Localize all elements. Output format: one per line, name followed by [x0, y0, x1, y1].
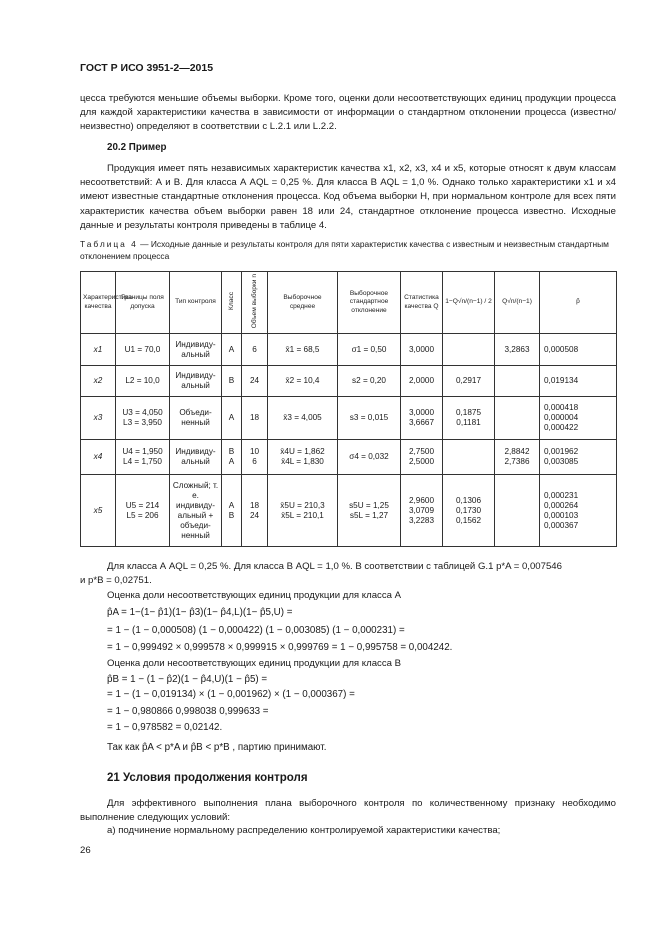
cell-n: 6 [242, 334, 268, 366]
calc-a-line-2: = 1 − (1 − 0,000508) (1 − 0,000422) (1 − 0,003085) (1 − 0,000231) = [107, 625, 405, 636]
calc-b-line-4: = 1 − 0,978582 = 0,02142. [107, 722, 223, 733]
cell-c1: 0,2917 [443, 366, 495, 397]
cell-c1: 0,1306 0,1730 0,1562 [443, 475, 495, 547]
cell-q: 2,9600 3,0709 3,2283 [401, 475, 443, 547]
cell-limits: U5 = 214 L5 = 206 [116, 475, 170, 547]
cell-p: 0,019134 [540, 366, 617, 397]
section-21-heading: 21 Условия продолжения контроля [107, 772, 308, 784]
page-header: ГОСТ Р ИСО 3951-2—2015 [80, 62, 214, 74]
cell-p: 0,000418 0,000004 0,000422 [540, 397, 617, 440]
cell-mean: x̄4U = 1,862 x̄4L = 1,830 [268, 440, 338, 475]
cell-cls: A [222, 334, 242, 366]
section-21-item-a: а) подчинение нормальному распределению контролируемой характеристики качества; [107, 825, 501, 836]
cell-p: 0,000231 0,000264 0,000103 0,000367 [540, 475, 617, 547]
cell-c2 [495, 366, 540, 397]
th-c2: Q√n/(n−1) [495, 272, 540, 334]
cell-n: 24 [242, 366, 268, 397]
cell-char: x2 [81, 366, 116, 397]
cell-n: 10 6 [242, 440, 268, 475]
cell-sd: s2 = 0,20 [338, 366, 401, 397]
section-21-paragraph: Для эффективного выполнения плана выборочного контроля по количественному признаку необходимо выполнение следующих условий: [80, 798, 616, 824]
table-header-row [81, 272, 617, 334]
th-q: Статистика качества Q [401, 272, 443, 334]
cell-q: 2,7500 2,5000 [401, 440, 443, 475]
cell-c1 [443, 334, 495, 366]
cell-c1 [443, 440, 495, 475]
example-paragraph: Продукция имеет пять независимых характеристик качества x1, x2, x3, x4 и x5, которые относят к двум классам несоответствий: А и В. Для класса А AQL = 0,25 %. Для класса В AQL = 1,0 %. Однако только характеристики x1 и x4 имеют известные стандартные отклонения процесса. Код объема выборки Н, при нормальном контроле для всех пяти характеристик качества объем выборки равен 18 или 24, стандартное отклонение процесса известно. Исходные данные и результаты контроля приведены в таблице 4. [80, 163, 616, 231]
th-class-text: Класс [227, 291, 235, 310]
after-table-line-2: и p*B = 0,02751. [80, 575, 152, 586]
table-caption-text: — Исходные данные и результаты контроля для пяти характеристик качества с известным и неизвестным стандартным отклонением процесса [80, 239, 609, 261]
cell-n: 18 [242, 397, 268, 440]
cell-p: 0,000508 [540, 334, 617, 366]
cell-char: x1 [81, 334, 116, 366]
cell-char: x5 [81, 475, 116, 547]
th-type: Тип контроля [170, 272, 222, 334]
cell-c1: 0,1875 0,1181 [443, 397, 495, 440]
th-char: Характеристика качества [81, 272, 116, 334]
table-row [81, 397, 617, 440]
estimate-a-label: Оценка доли несоответствующих единиц продукции для класса А [107, 590, 402, 601]
cell-cls: B [222, 366, 242, 397]
estimate-b-label: Оценка доли несоответствующих единиц продукции для класса В [107, 658, 402, 669]
cell-type: Индивиду-альный [170, 366, 222, 397]
cell-n: 18 24 [242, 475, 268, 547]
after-table-line-1 [80, 560, 616, 574]
after-table-text-1: Для класса А AQL = 0,25 %. Для класса В AQL = 1,0 %. В соответствии с таблицей G.1 p*A = 0,007546 [107, 561, 562, 572]
th-sd: Выборочное стандартное отклонение [338, 272, 401, 334]
table-row [81, 334, 617, 366]
conclusion: Так как p̂A < p*A и p̂B < p*B , партию принимают. [107, 742, 327, 753]
cell-limits: U1 = 70,0 [116, 334, 170, 366]
cell-type: Индивиду-альный [170, 334, 222, 366]
section-heading-20-2: 20.2 Пример [107, 142, 167, 153]
table-caption-label: Таблица 4 [80, 239, 138, 249]
th-p: p̂ [540, 272, 617, 334]
cell-mean: x̄3 = 4,005 [268, 397, 338, 440]
cell-limits: L2 = 10,0 [116, 366, 170, 397]
intro-paragraph: цесса требуются меньшие объемы выборки. Кроме того, оценки доли несоответствующих единиц продукции процесса для каждой характеристики качества в зависимости от информации о стандартном отклонении процесса (известно/неизвестно) определяют в соответствии с L.2.1 или L.2.2. [80, 93, 616, 133]
table-row [81, 475, 617, 547]
calc-b-line-2: = 1 − (1 − 0,019134) × (1 − 0,001962) × (1 − 0,000367) = [107, 689, 355, 700]
cell-q: 3,0000 [401, 334, 443, 366]
calc-b-line-3: = 1 − 0,980866 0,998038 0,999633 = [107, 706, 269, 717]
table-row [81, 440, 617, 475]
cell-type: Индивиду-альный [170, 440, 222, 475]
data-table [80, 271, 617, 547]
cell-limits: U4 = 1,950 L4 = 1,750 [116, 440, 170, 475]
calc-a-line-3: = 1 − 0,999492 × 0,999578 × 0,999915 × 0,999769 = 1 − 0,995758 = 0,004242. [107, 642, 453, 653]
cell-mean: x̄5U = 210,3 x̄5L = 210,1 [268, 475, 338, 547]
calc-b-line-1: p̂B = 1 − (1 − p̂2)(1 − p̂4,U)(1 − p̂5) = [107, 674, 268, 685]
table-caption [80, 238, 616, 262]
th-n-text: Объем выборки n [250, 273, 258, 328]
cell-c2 [495, 475, 540, 547]
cell-type: Сложный; т. е. индивиду-альный + объеди-ненный [170, 475, 222, 547]
cell-type: Объеди-ненный [170, 397, 222, 440]
cell-c2 [495, 397, 540, 440]
cell-char: x4 [81, 440, 116, 475]
cell-c2: 2,8842 2,7386 [495, 440, 540, 475]
table-row [81, 366, 617, 397]
cell-cls: B A [222, 440, 242, 475]
cell-q: 2,0000 [401, 366, 443, 397]
cell-sd: s5U = 1,25 s5L = 1,27 [338, 475, 401, 547]
cell-sd: s3 = 0,015 [338, 397, 401, 440]
th-n [242, 272, 268, 334]
cell-p: 0,001962 0,003085 [540, 440, 617, 475]
cell-mean: x̄2 = 10,4 [268, 366, 338, 397]
cell-c2: 3,2863 [495, 334, 540, 366]
cell-cls: A [222, 397, 242, 440]
cell-cls: A B [222, 475, 242, 547]
th-mean: Выборочное среднее [268, 272, 338, 334]
page-number: 26 [80, 845, 91, 856]
th-c1: 1−Q√n/(n−1) / 2 [443, 272, 495, 334]
th-limits: Границы поля допуска [116, 272, 170, 334]
cell-mean: x̄1 = 68,5 [268, 334, 338, 366]
cell-sd: σ1 = 0,50 [338, 334, 401, 366]
calc-a-line-1: p̂A = 1−(1− p̂1)(1− p̂3)(1− p̂4,L)(1− p̂5,U) = [107, 607, 293, 618]
cell-q: 3,0000 3,6667 [401, 397, 443, 440]
cell-limits: U3 = 4,050 L3 = 3,950 [116, 397, 170, 440]
th-class [222, 272, 242, 334]
cell-sd: σ4 = 0,032 [338, 440, 401, 475]
cell-char: x3 [81, 397, 116, 440]
